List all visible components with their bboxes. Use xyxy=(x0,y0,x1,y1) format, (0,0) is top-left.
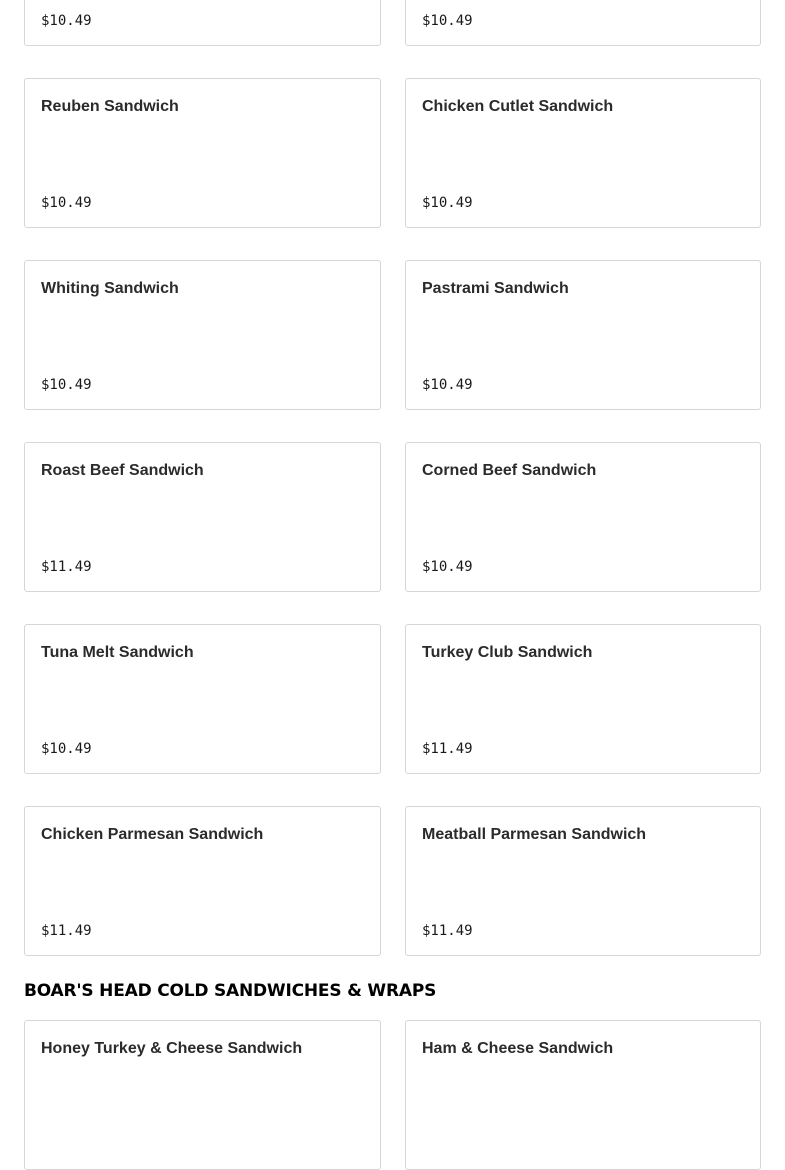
menu-item-name: Pastrami Sandwich xyxy=(422,280,569,297)
menu-item-name: Whiting Sandwich xyxy=(41,280,179,297)
menu-item-price: $11.49 xyxy=(41,923,92,939)
menu-item-name: Chicken Cutlet Sandwich xyxy=(422,98,614,115)
menu-item-card[interactable] xyxy=(24,78,381,228)
hot-sandwiches-grid xyxy=(24,0,761,956)
menu-item-price: $11.49 xyxy=(41,559,92,575)
section-title-cold-sandwiches: BOAR'S HEAD COLD SANDWICHES & WRAPS xyxy=(24,981,437,1001)
menu-item-price: $10.49 xyxy=(422,377,473,393)
menu-item-price: $10.49 xyxy=(41,741,92,757)
cold-sandwiches-grid xyxy=(24,1020,761,1170)
menu-item-name: Roast Beef Sandwich xyxy=(41,462,204,479)
menu-item-card[interactable] xyxy=(405,0,761,46)
menu-item-price: $10.49 xyxy=(41,195,92,211)
menu-item-card[interactable] xyxy=(24,624,381,774)
menu-item-card[interactable] xyxy=(405,806,761,956)
menu-item-price: $11.49 xyxy=(422,923,473,939)
menu-item-price: $10.49 xyxy=(41,13,92,29)
menu-item-card[interactable] xyxy=(405,624,761,774)
menu-item-name: Reuben Sandwich xyxy=(41,98,179,115)
menu-item-price: $10.49 xyxy=(422,13,473,29)
menu-item-name: Chicken Parmesan Sandwich xyxy=(41,826,264,843)
menu-item-card[interactable] xyxy=(405,442,761,592)
menu-item-name: Tuna Melt Sandwich xyxy=(41,644,194,661)
menu-item-card[interactable] xyxy=(405,260,761,410)
menu-item-name: Turkey Club Sandwich xyxy=(422,644,593,661)
menu-item-card[interactable] xyxy=(24,442,381,592)
menu-item-price: $10.49 xyxy=(422,559,473,575)
menu-item-price: $11.49 xyxy=(422,741,473,757)
menu-item-card[interactable] xyxy=(405,78,761,228)
menu-item-price: $10.49 xyxy=(422,195,473,211)
menu-item-name: Corned Beef Sandwich xyxy=(422,462,597,479)
menu-item-card[interactable] xyxy=(24,1020,381,1170)
menu-item-price: $10.49 xyxy=(41,377,92,393)
menu-item-name: Honey Turkey & Cheese Sandwich xyxy=(41,1040,303,1057)
menu-item-name: Meatball Parmesan Sandwich xyxy=(422,826,647,843)
menu-item-card[interactable] xyxy=(24,0,381,46)
menu-item-card[interactable] xyxy=(405,1020,761,1170)
menu-item-card[interactable] xyxy=(24,260,381,410)
menu-item-card[interactable] xyxy=(24,806,381,956)
menu-item-name: Ham & Cheese Sandwich xyxy=(422,1040,614,1057)
